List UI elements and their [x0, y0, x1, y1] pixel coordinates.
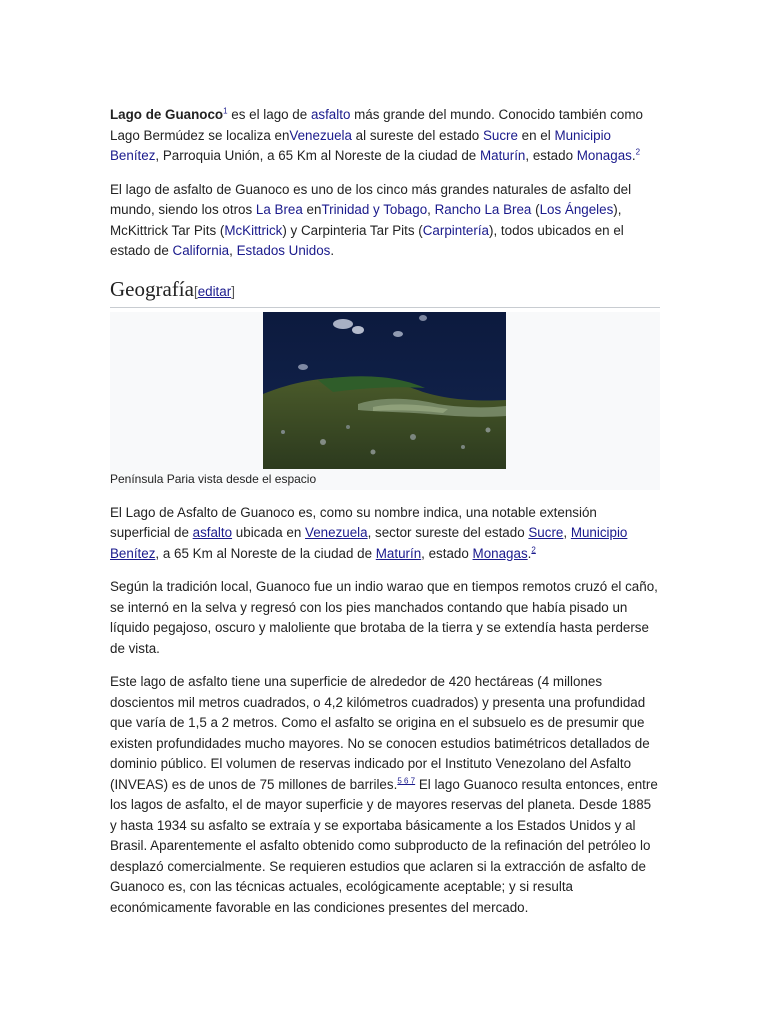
article-content	[110, 105, 660, 931]
link-la-brea[interactable]: La Brea	[255, 202, 303, 217]
body-paragraph-3: Este lago de asfalto tiene una superficie de alrededor de 420 hectáreas (4 millones doscientos mil metros cuadrados, o 4,2 kilómetros cuadrados) y presenta una profundidad que varía de 1,5 a 2 metros. Como el asfalto se origina en el subsuelo es de presumir que existen profundidades mucho mayores. No se conocen estudios batimétricos detallados de dominio público. El volumen de reservas indicado por el Instituto Venezolano del Asfalto (INVEAS) es de unos de 75 millones de barriles.$^{5 6 7}$ El lago Guanoco resulta entonces, entre los lagos de asfalto, el de mayor superficie y de mayores reservas del planeta. Desde 1885 y hasta 1934 su asfalto se extraía y se exportaba básicamente a los Estados Unidos y al Brasil. Aparentemente el asfalto obtenido como subproducto de la refinación del petróleo lo desplazó comercialmente. Se requieren estudios que aclaren si la extracción de asfalto de Guanoco es, con las técnicas actuales, ecológicamente aceptable; y si resulta económicamente favorable en las condiciones presentes del mercado.	[110, 674, 658, 915]
link-maturin[interactable]: Maturín	[375, 545, 422, 561]
link-venezuela[interactable]: Venezuela	[289, 127, 352, 143]
ref-link[interactable]: 2	[635, 147, 641, 157]
link-sucre[interactable]: Sucre	[528, 525, 564, 540]
body-paragraph-1: El Lago de Asfalto de Guanoco es, como su nombre indica, una notable extensión superficial de asfalto ubicada en Venezuela, sector sureste del estado Sucre, Municipio Benítez, a 65 Km al Noreste de la ciudad de Maturín, estado Monagas.$^2$	[110, 504, 628, 561]
intro-paragraph-2: El lago de asfalto de Guanoco es uno de los cinco más grandes naturales de asfalto del mundo, siendo los otros La Brea enTrinidad y Tobago, Rancho La Brea (Los Ángeles), McKittrick Tar Pits (McKittrick) y Carpinteria Tar Pits (Carpintería), todos ubicados en el estado de California, Estados Unidos.	[110, 181, 632, 258]
section-title: Geografía	[110, 276, 194, 301]
ref-link[interactable]: 2	[531, 545, 536, 555]
edit-section: [editar]	[193, 283, 235, 299]
ref-link[interactable]: 1	[223, 106, 228, 116]
link-california[interactable]: California	[172, 243, 230, 258]
article-subject: Lago de Guanoco	[110, 107, 224, 122]
link-sucre[interactable]: Sucre	[482, 127, 518, 143]
link-asfalto[interactable]: asfalto	[310, 107, 351, 122]
link-municipio[interactable]: Municipio Benítez	[110, 127, 612, 163]
link-maturin[interactable]: Maturín	[479, 148, 526, 163]
link-carpinteria[interactable]: Carpintería	[422, 222, 490, 238]
link-trinidad[interactable]: Trinidad y Tobago	[321, 202, 428, 217]
edit-link[interactable]: editar	[197, 283, 232, 299]
link-municipio[interactable]: Municipio Benítez	[110, 525, 628, 561]
link-los-angeles[interactable]: Los Ángeles	[539, 202, 614, 217]
section-heading	[110, 276, 660, 308]
link-mckittrick[interactable]: McKittrick	[224, 222, 283, 238]
body-paragraph-2: Según la tradición local, Guanoco fue un indio warao que en tiempos remotos cruzó el caño, se internó en la selva y regresó con los pies manchados contando que había pisado un líquido pegajoso, oscuro y maloliente que brotaba de la tierra y se extendía hasta perderse de vista.	[110, 579, 658, 656]
ref-links[interactable]: 5 6 7	[397, 776, 416, 786]
link-monagas[interactable]: Monagas	[472, 545, 528, 561]
link-venezuela[interactable]: Venezuela	[305, 525, 368, 540]
intro-paragraph-1: Lago de Guanoco$^1$ es el lago de asfalto más grande del mundo. Conocido también como Lago Bermúdez se localiza enVenezuela al sureste del estado Sucre en el Municipio Benítez, Parroquia Unión, a 65 Km al Noreste de la ciudad de Maturín, estado Monagas.$^2$	[110, 106, 643, 163]
link-asfalto[interactable]: asfalto	[192, 525, 233, 540]
figure	[110, 312, 660, 490]
satellite-image[interactable]	[263, 312, 506, 469]
link-monagas[interactable]: Monagas	[576, 148, 632, 163]
figure-caption: Península Paria vista desde el espacio	[110, 471, 317, 486]
link-rancho-la-brea[interactable]: Rancho La Brea	[434, 202, 532, 217]
link-estados-unidos[interactable]: Estados Unidos	[236, 243, 331, 258]
